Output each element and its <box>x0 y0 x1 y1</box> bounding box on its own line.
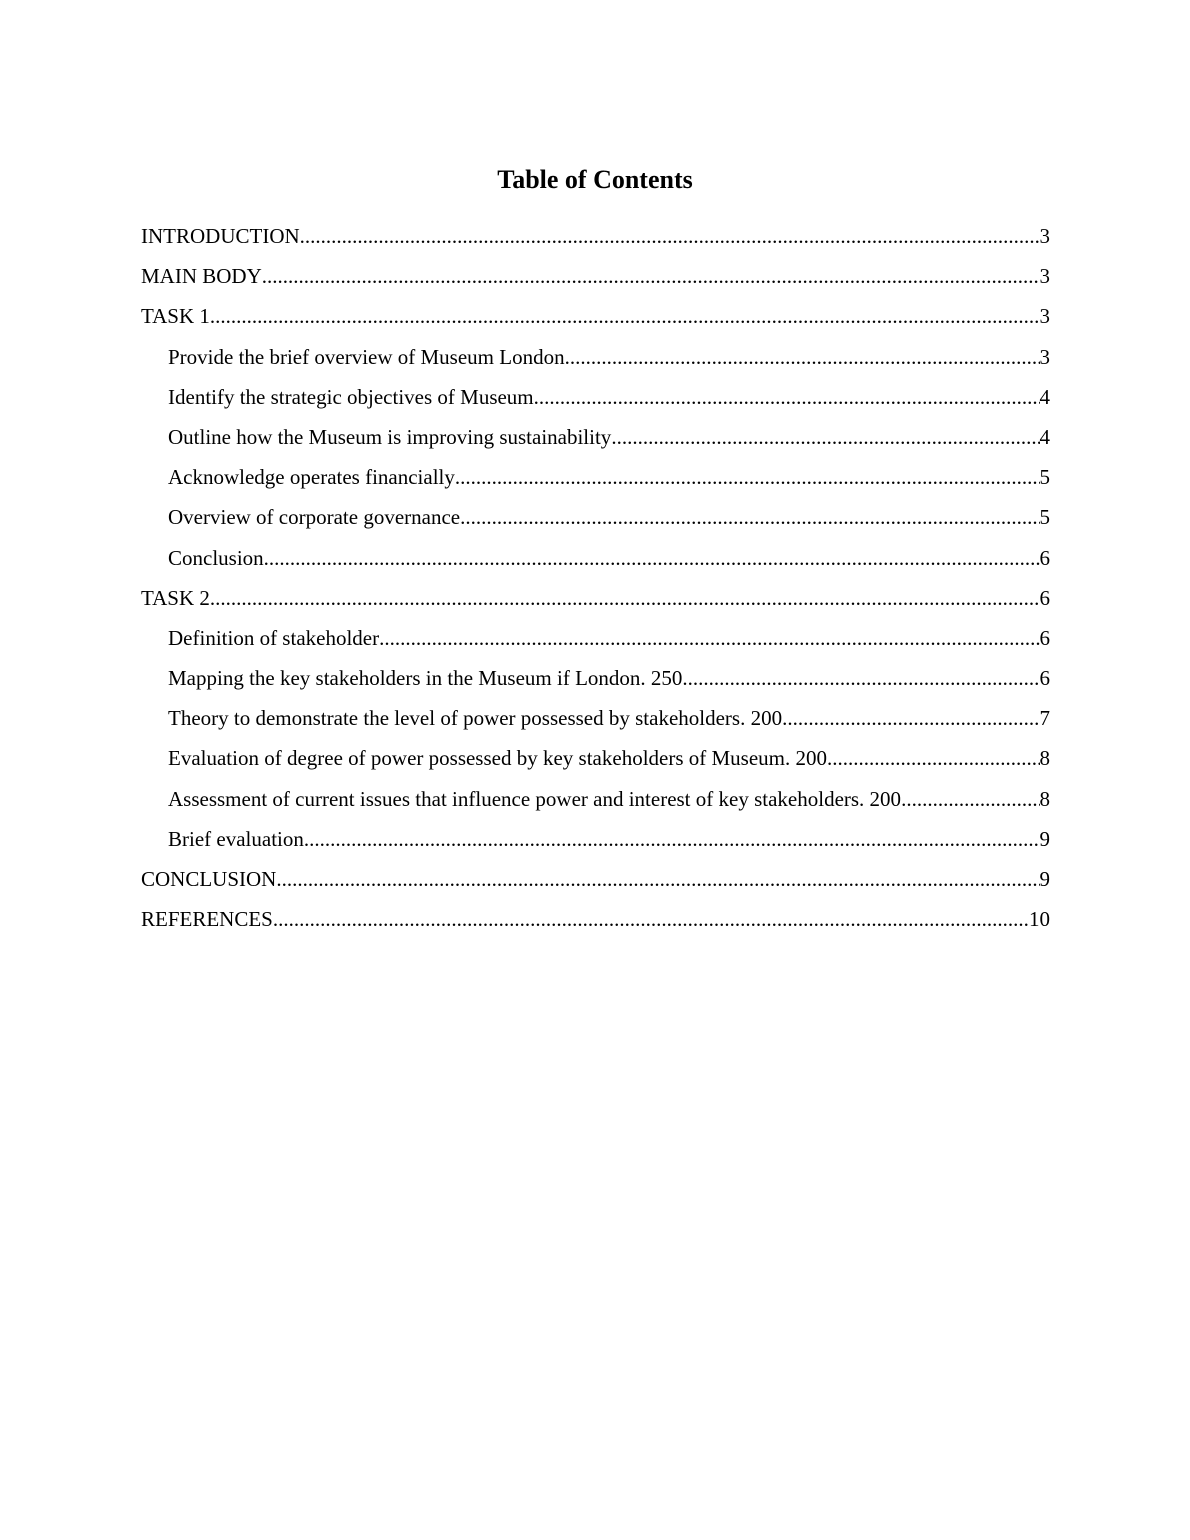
toc-entry-label: Overview of corporate governance <box>168 505 461 530</box>
toc-entry[interactable] <box>141 819 1050 859</box>
toc-entry[interactable] <box>141 779 1050 819</box>
toc-entry-label: Theory to demonstrate the level of power possessed by stakeholders. 200 <box>168 706 783 731</box>
toc-dot-leader <box>534 377 1040 417</box>
toc-entry[interactable] <box>141 377 1050 417</box>
toc-entry-page-number: 3 <box>1039 264 1050 289</box>
toc-entry-page-number: 6 <box>1039 585 1050 610</box>
toc-entry[interactable] <box>141 899 1050 939</box>
toc-entry[interactable] <box>141 216 1050 256</box>
toc-entry-page-number: 9 <box>1039 867 1050 891</box>
toc-entry-page-number: 6 <box>1039 666 1050 691</box>
toc-entry-label: TASK 1 <box>141 304 210 329</box>
toc-entry-page-number: 4 <box>1039 384 1050 409</box>
toc-entry-label: Assessment of current issues that influence power and interest of key stakeholders. 200 <box>168 786 902 811</box>
toc-entry-label: Provide the brief overview of Museum London <box>168 344 565 369</box>
toc-entry-page-number: 3 <box>1039 224 1050 248</box>
toc-entry-page-number: 6 <box>1039 625 1050 650</box>
toc-dot-leader <box>210 296 1040 336</box>
toc-dot-leader <box>262 256 1040 296</box>
toc-entry-label: Definition of stakeholder <box>168 625 380 650</box>
toc-entry-label: Evaluation of degree of power possessed by key stakeholders of Museum. 200 <box>168 746 828 771</box>
toc-title: Table of Contents <box>497 165 693 194</box>
toc-entry-page-number: 5 <box>1039 505 1050 530</box>
toc-dot-leader <box>565 337 1040 377</box>
toc-dot-leader <box>827 738 1039 778</box>
toc-dot-leader <box>273 899 1029 939</box>
toc-entry[interactable] <box>141 738 1050 778</box>
toc-list <box>141 216 1050 939</box>
toc-entry-page-number: 3 <box>1039 344 1050 369</box>
toc-entry-label: Mapping the key stakeholders in the Museum if London. 250 <box>168 666 683 691</box>
toc-entry-label: REFERENCES <box>141 907 273 932</box>
toc-entry-page-number: 5 <box>1039 465 1050 490</box>
toc-entry[interactable] <box>141 538 1050 578</box>
toc-entry[interactable] <box>141 859 1050 899</box>
toc-entry[interactable] <box>141 698 1050 738</box>
toc-dot-leader <box>460 497 1039 537</box>
toc-entry-label: TASK 2 <box>141 585 210 610</box>
toc-entry[interactable] <box>141 618 1050 658</box>
toc-entry[interactable] <box>141 417 1050 457</box>
toc-entry-label: MAIN BODY <box>141 264 262 289</box>
toc-dot-leader <box>300 216 1040 256</box>
toc-dot-leader <box>276 859 1039 899</box>
toc-dot-leader <box>379 618 1039 658</box>
toc-entry-page-number: 10 <box>1029 907 1050 932</box>
toc-entry-page-number: 9 <box>1039 826 1050 851</box>
toc-entry-label: INTRODUCTION <box>141 224 300 248</box>
toc-dot-leader <box>901 779 1039 819</box>
toc-dot-leader <box>455 457 1040 497</box>
toc-dot-leader <box>682 658 1039 698</box>
toc-entry-label: Conclusion <box>168 545 264 570</box>
toc-entry-label: Brief evaluation <box>168 826 304 851</box>
toc-dot-leader <box>304 819 1040 859</box>
toc-entry-page-number: 7 <box>1039 706 1050 731</box>
toc-entry-label: Identify the strategic objectives of Museum <box>168 384 534 409</box>
toc-entry[interactable] <box>141 296 1050 336</box>
toc-dot-leader <box>782 698 1039 738</box>
toc-entry[interactable] <box>141 658 1050 698</box>
toc-entry[interactable] <box>141 578 1050 618</box>
toc-entry-label: Outline how the Museum is improving sustainability <box>168 424 612 449</box>
toc-entry-label: CONCLUSION <box>141 867 277 891</box>
toc-entry-label: Acknowledge operates financially <box>168 465 455 490</box>
toc-entry-page-number: 3 <box>1039 304 1050 329</box>
toc-entry[interactable] <box>141 337 1050 377</box>
toc-dot-leader <box>264 538 1040 578</box>
toc-entry-page-number: 6 <box>1039 545 1050 570</box>
toc-dot-leader <box>210 578 1040 618</box>
toc-entry-page-number: 4 <box>1039 424 1050 449</box>
toc-dot-leader <box>611 417 1039 457</box>
toc-entry-page-number: 8 <box>1039 746 1050 771</box>
toc-entry-page-number: 8 <box>1039 786 1050 811</box>
toc-entry[interactable] <box>141 497 1050 537</box>
toc-entry[interactable] <box>141 457 1050 497</box>
toc-entry[interactable] <box>141 256 1050 296</box>
